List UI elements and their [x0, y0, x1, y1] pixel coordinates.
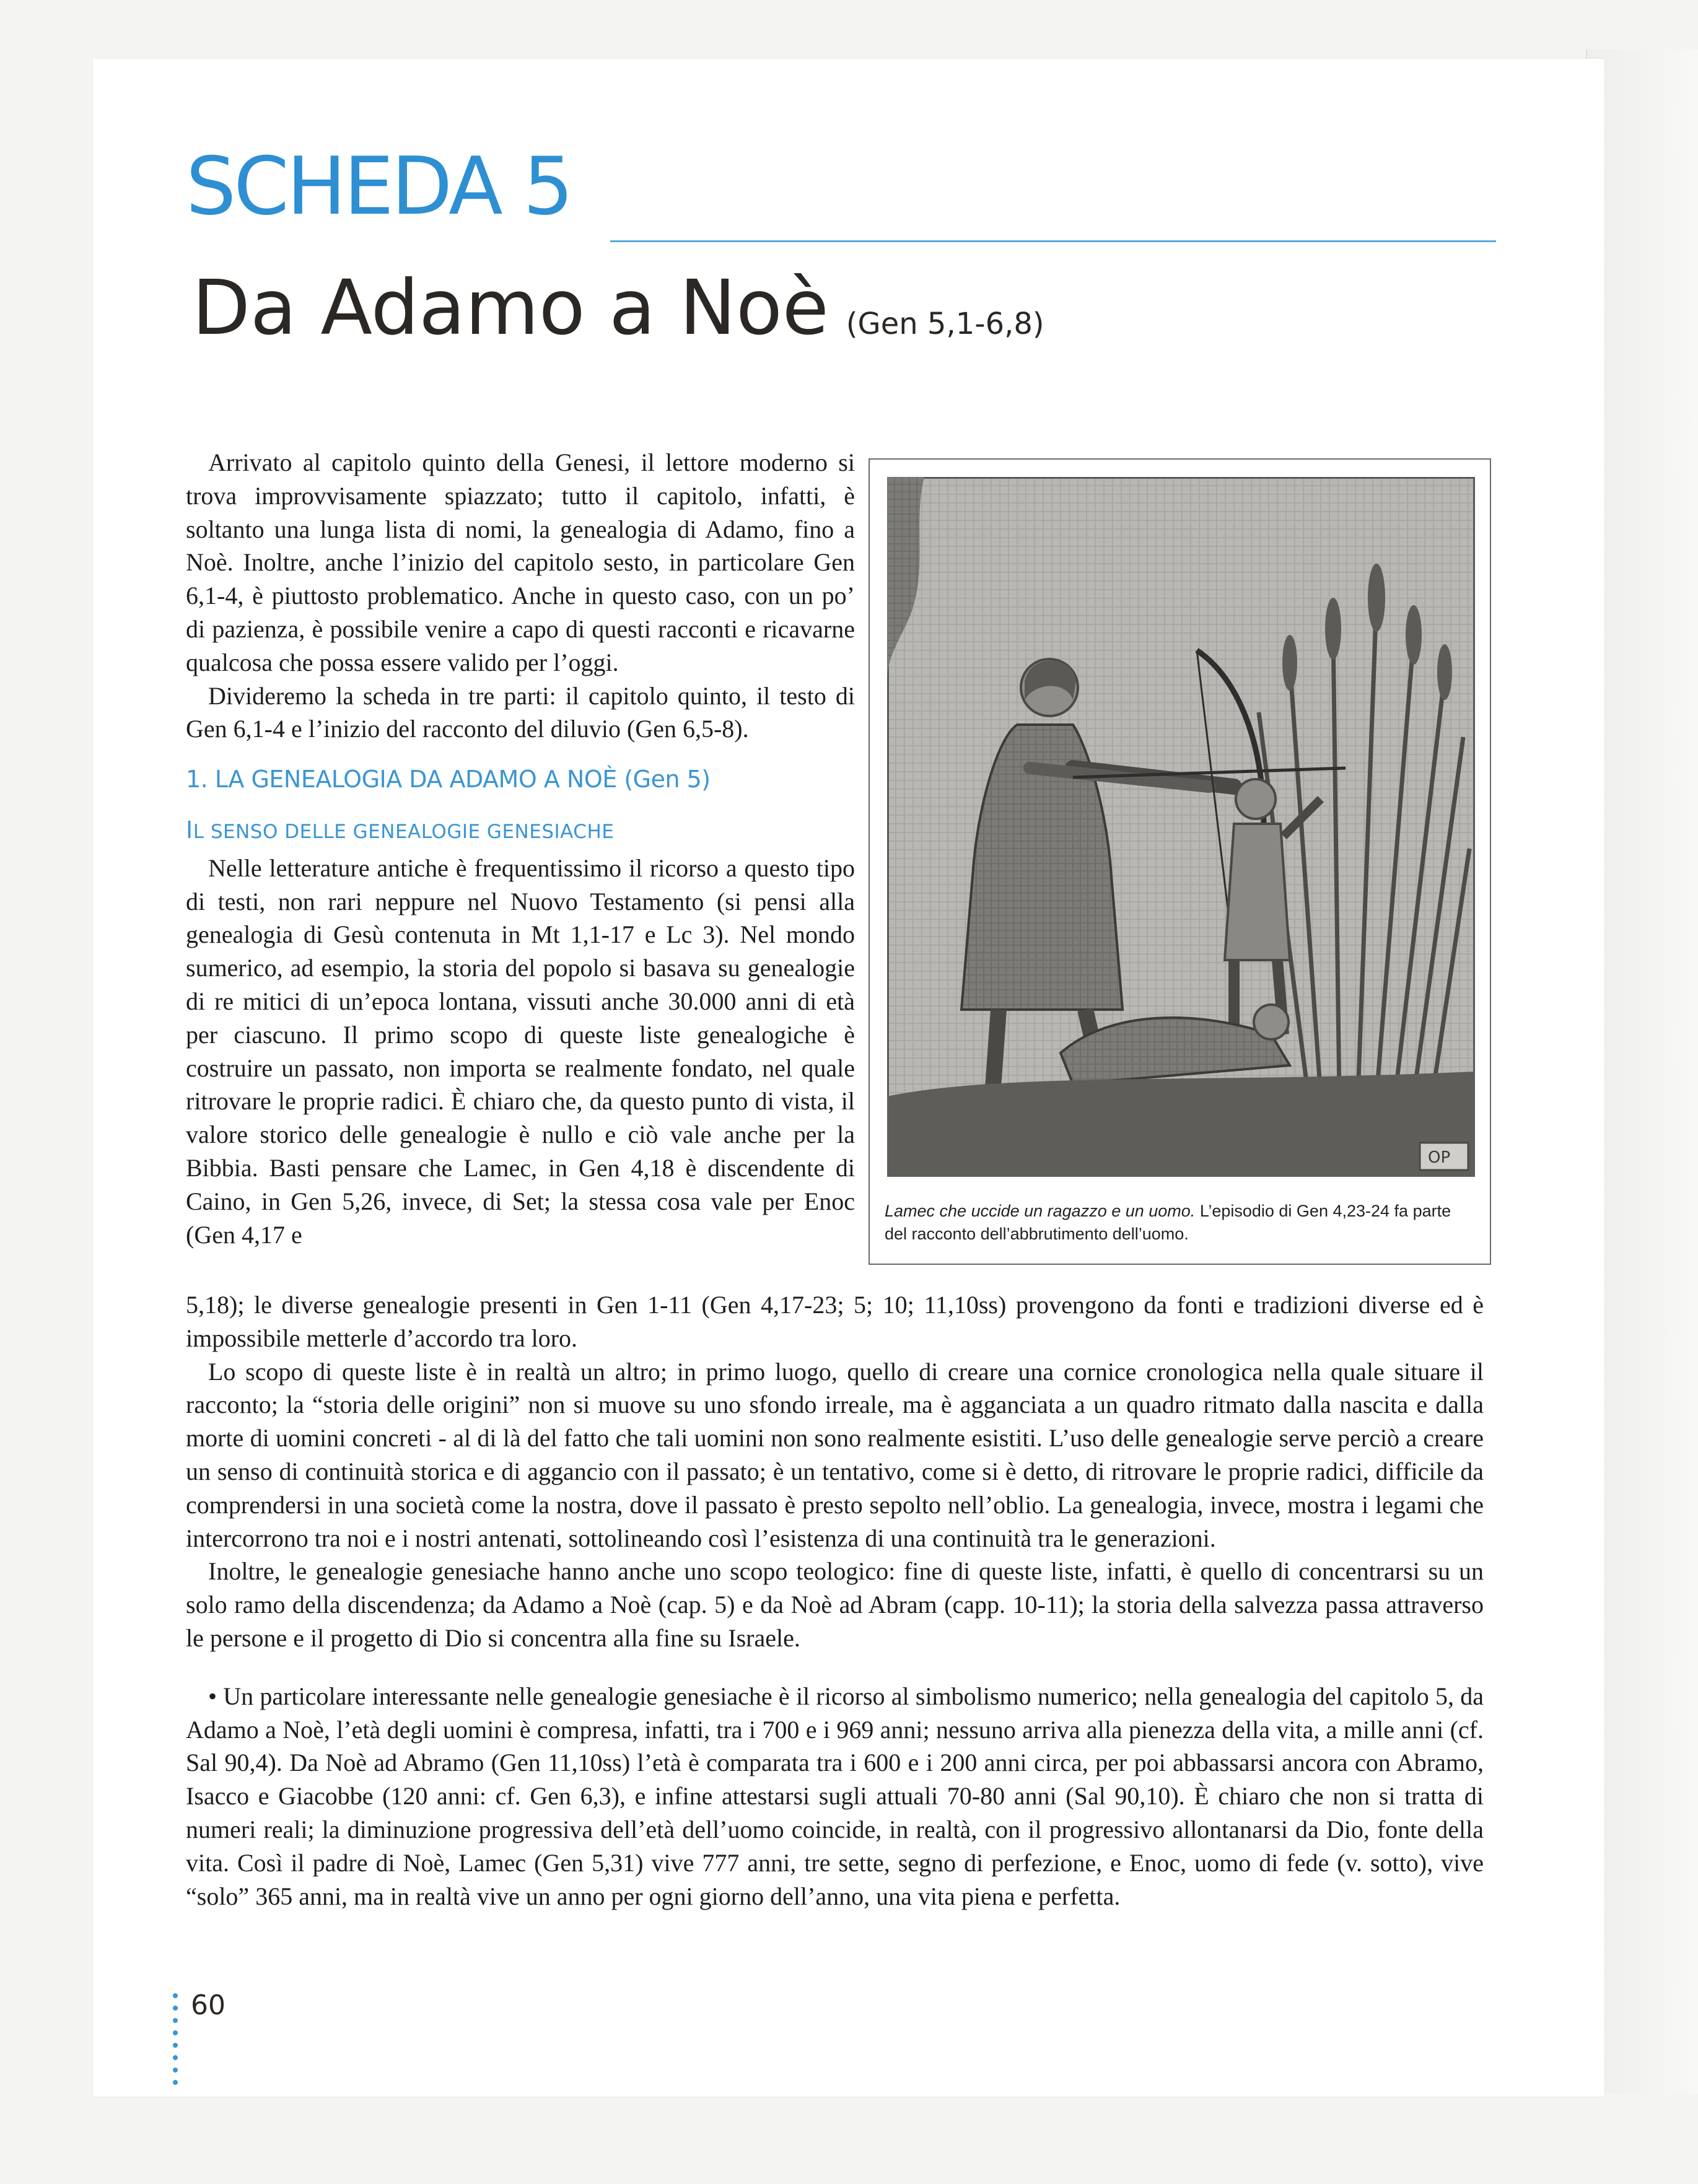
scheda-label: SCHEDA 5	[186, 141, 571, 233]
figure-caption	[885, 1200, 1476, 1246]
intro-paragraph-1: Arrivato al capitolo quinto della Genesi, il lettore moderno si trova improvvisamente spiazzato; tutto il capitolo, infatti, è soltanto una lunga lista di nomi, la genealogia di Adamo, fino a Noè. Inoltre, anche l’inizio del capitolo sesto, in particolare Gen 6,1-4, è piuttosto problematico. Anche in questo caso, con un po’ di pazienza, è possibile venire a capo di questi racconti e ricavarne qualcosa che possa essere valido per l’oggi.	[186, 448, 855, 676]
caption-italic: Lamec che uccide un ragazzo e un uomo.	[885, 1202, 1196, 1220]
mosaic-illustration	[887, 477, 1475, 1177]
body-paragraph-2: Lo scopo di queste liste è in realtà un altro; in primo luogo, quello di creare una cornice cronologica nella quale situare il racconto; la “storia delle origini” non si muove su uno sfondo irreale, ma è agganciata a un quadro ritmato dalla nascita e dalla morte di uomini concreti - al di là del fatto che tali uomini non sono realmente esistiti. L’uso delle genealogie serve perciò a creare un senso di continuità storica e di aggancio con il passato; è un tentativo, come si è detto, di ritrovare le proprie radici, difficile da comprendersi in una società come la nostra, dove il passato è presto sepolto nell’oblio. La genealogia, invece, mostra i legami che intercorrono tra noi e i nostri antenati, sottolineando così l’esistenza di una continuità tra le generazioni.	[186, 1357, 1484, 1552]
page-title	[192, 264, 1044, 352]
inscription-text: OP	[1428, 1148, 1451, 1167]
bullet-paragraph: • Un particolare interessante nelle genealogie genesiache è il ricorso al simbolismo numerico; nella genealogia del capitolo 5, da Adamo a Noè, l’età degli uomini è compresa, infatti, tra i 700 e i 969 anni; nessuno arriva alla pienezza della vita, a mille anni (cf. Sal 90,4). Da Noè ad Abramo (Gen 11,10ss) l’età è comparata tra i 600 e i 200 anni circa, per poi abbassarsi ancora con Abramo, Isacco e Giacobbe (120 anni: cf. Gen 6,3), e infine attestarsi sugli attuali 70-80 anni (Sal 90,10). È chiaro che non si tratta di numeri reali; la diminuzione progressiva dell’età dell’uomo coincide, in realtà, con il progressivo allontanarsi da Dio, fonte della vita. Così il padre di Noè, Lamec (Gen 5,31) vive 777 anni, tre sette, segno di perfezione, e Enoc, uomo di fede (v. sotto), vive “solo” 365 anni, ma in realtà vive un anno per ogni giorno dell’anno, una vita piena e perfetta.	[186, 1682, 1484, 1910]
subheading-rest: L SENSO DELLE GENEALOGIE GENESIACHE	[193, 820, 615, 843]
caption-text: L’episodio di Gen 4,23-24 fa parte del racconto dell’abbrutimento dell’uomo.	[885, 1202, 1451, 1243]
body-paragraph-1-bottom: 5,18); le diverse genealogie presenti in Gen 1-11 (Gen 4,17-23; 5; 10; 11,10ss) provengono da fonti e tradizioni diverse ed è impossibile metterle d’accordo tra loro.	[186, 1291, 1484, 1352]
title-reference: (Gen 5,1-6,8)	[846, 307, 1044, 341]
body-paragraph-3: Inoltre, le genealogie genesiache hanno anche uno scopo teologico: fine di queste liste, infatti, è quello di concentrarsi su un solo ramo della discendenza; da Adamo a Noè (cap. 5) e da Noè ad Abram (capp. 10-11); la storia della salvezza passa attraverso le persone e il progetto di Dio si concentra alla fine su Israele.	[186, 1557, 1484, 1652]
ground	[887, 1072, 1475, 1177]
figure-box	[869, 458, 1491, 1265]
subsection-heading	[186, 814, 855, 849]
page-number: 60	[191, 1990, 225, 2021]
body-paragraph-1-top: Nelle letterature antiche è frequentissimo il ricorso a questo tipo di testi, non rari neppure nel Nuovo Testamento (si pensi alla genealogia di Gesù contenuta in Mt 1,1-17 e Lc 3). Nel mondo sumerico, ad esempio, la storia del popolo si basava su genealogie di re mitici di un’epoca lontana, vissuti anche 30.000 anni di età per ciascuno. Il primo scopo di queste liste genealogiche è costruire un passato, non importa se realmente fondato, nel quale ritrovare le proprie radici. È chiaro che, da questo punto di vista, il valore storico delle genealogie è nullo e ciò vale anche per la Bibbia. Basti pensare che Lamec, in Gen 4,18 è discendente di Caino, in Gen 5,26, invece, di Set; la stessa cosa vale per Enoc (Gen 4,17 e	[186, 854, 855, 1249]
section-heading: 1. LA GENEALOGIA DA ADAMO A NOÈ (Gen 5)	[186, 766, 711, 793]
intro-paragraph-2: Divideremo la scheda in tre parti: il capitolo quinto, il testo di Gen 6,1-4 e l’inizio del racconto del diluvio (Gen 6,5-8).	[186, 681, 855, 743]
column-text-top	[186, 446, 855, 1251]
page-number-dots	[173, 1993, 179, 2092]
column-text-full	[186, 1288, 1484, 1913]
title-text: Da Adamo a Noè	[192, 264, 829, 352]
subheading-initial: I	[186, 816, 193, 844]
header-rule	[610, 240, 1496, 242]
